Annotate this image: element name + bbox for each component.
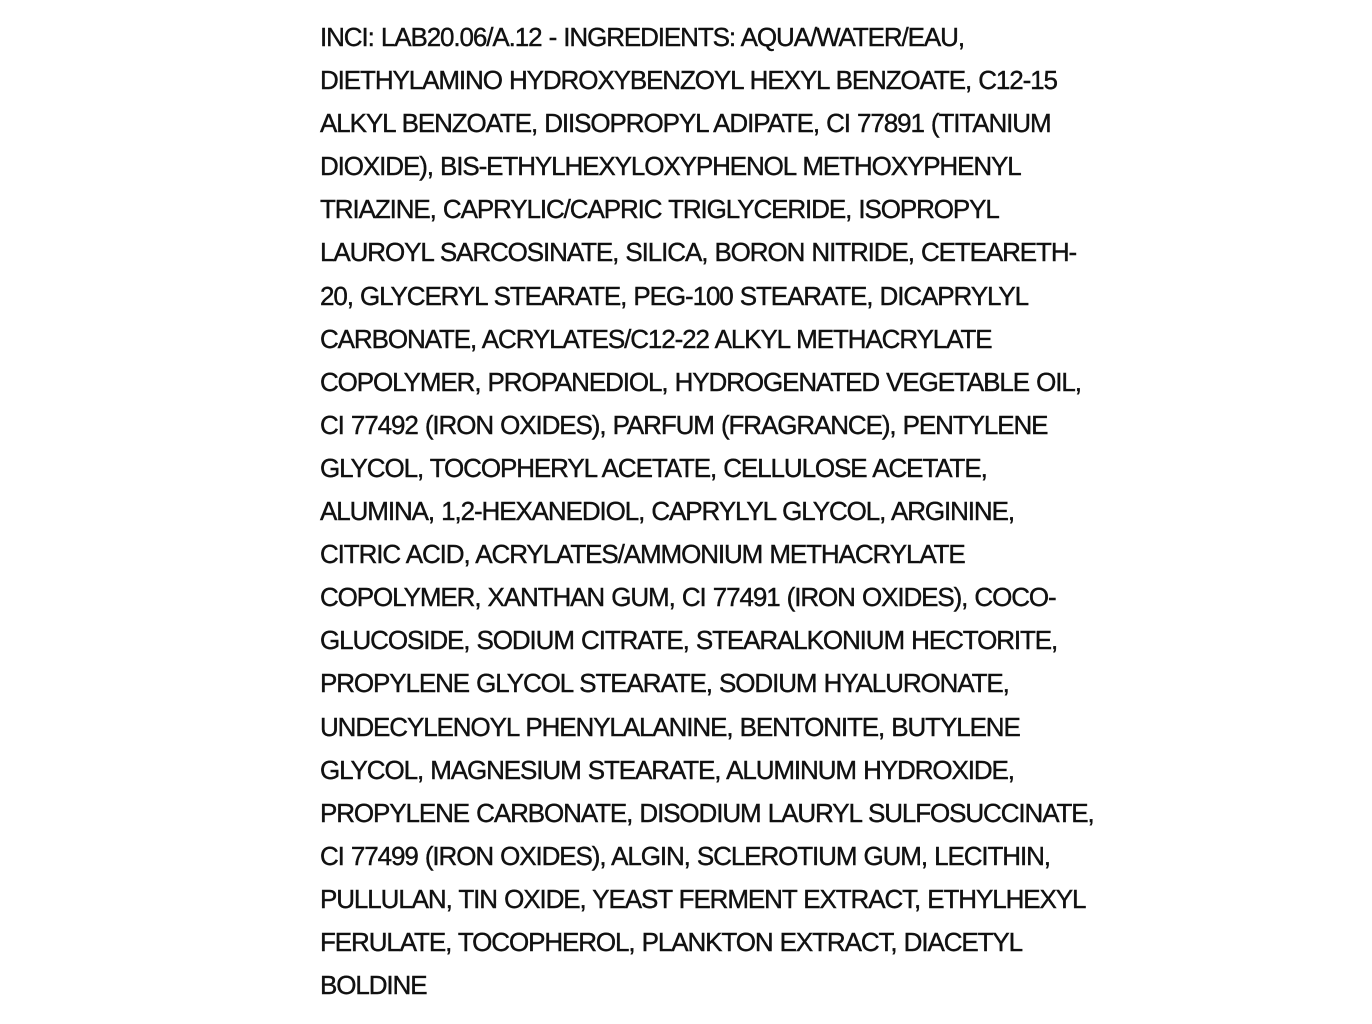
ingredients-line: INCI: LAB20.06/A.12 - INGREDIENTS: AQUA/WATER/EAU, <box>320 22 964 52</box>
ingredients-line: PULLULAN, TIN OXIDE, YEAST FERMENT EXTRACT, ETHYLHEXYL <box>320 883 1086 914</box>
ingredients-line: UNDECYLENOYL PHENYLALANINE, BENTONITE, BUTYLENE <box>320 711 1020 742</box>
ingredients-line: COPOLYMER, XANTHAN GUM, CI 77491 (IRON OXIDES), COCO- <box>320 582 1056 613</box>
ingredients-line: DIOXIDE), BIS-ETHYLHEXYLOXYPHENOL METHOXYPHENYL <box>320 151 1021 182</box>
ingredients-line: CARBONATE, ACRYLATES/C12-22 ALKYL METHACRYLATE <box>320 323 992 354</box>
ingredients-line: GLYCOL, MAGNESIUM STEARATE, ALUMINUM HYDROXIDE, <box>320 754 1014 785</box>
ingredients-line: ALUMINA, 1,2-HEXANEDIOL, CAPRYLYL GLYCOL, ARGININE, <box>320 496 1014 527</box>
ingredients-line: GLUCOSIDE, SODIUM CITRATE, STEARALKONIUM HECTORITE, <box>320 625 1058 656</box>
ingredients-line: CITRIC ACID, ACRYLATES/AMMONIUM METHACRYLATE <box>320 539 965 570</box>
ingredients-line: COPOLYMER, PROPANEDIOL, HYDROGENATED VEGETABLE OIL, <box>320 366 1081 397</box>
ingredients-line: BOLDINE <box>320 970 427 1001</box>
ingredients-line: PROPYLENE CARBONATE, DISODIUM LAURYL SULFOSUCCINATE, <box>320 797 1094 828</box>
ingredients-line: DIETHYLAMINO HYDROXYBENZOYL HEXYL BENZOATE, C12-15 <box>320 65 1057 96</box>
ingredients-line: PROPYLENE GLYCOL STEARATE, SODIUM HYALURONATE, <box>320 668 1009 699</box>
ingredients-line: CI 77499 (IRON OXIDES), ALGIN, SCLEROTIUM GUM, LECITHIN, <box>320 840 1050 871</box>
ingredients-line: FERULATE, TOCOPHEROL, PLANKTON EXTRACT, DIACETYL <box>320 926 1023 957</box>
ingredients-line: LAUROYL SARCOSINATE, SILICA, BORON NITRIDE, CETEARETH- <box>320 237 1077 268</box>
ingredients-list <box>320 16 1094 1007</box>
ingredients-line: ALKYL BENZOATE, DIISOPROPYL ADIPATE, CI 77891 (TITANIUM <box>320 108 1051 139</box>
ingredients-line: GLYCOL, TOCOPHERYL ACETATE, CELLULOSE ACETATE, <box>320 452 987 483</box>
ingredients-line: CI 77492 (IRON OXIDES), PARFUM (FRAGRANCE), PENTYLENE <box>320 409 1048 440</box>
ingredients-line: TRIAZINE, CAPRYLIC/CAPRIC TRIGLYCERIDE, ISOPROPYL <box>320 194 999 225</box>
ingredients-line: 20, GLYCERYL STEARATE, PEG-100 STEARATE, DICAPRYLYL <box>320 280 1028 311</box>
